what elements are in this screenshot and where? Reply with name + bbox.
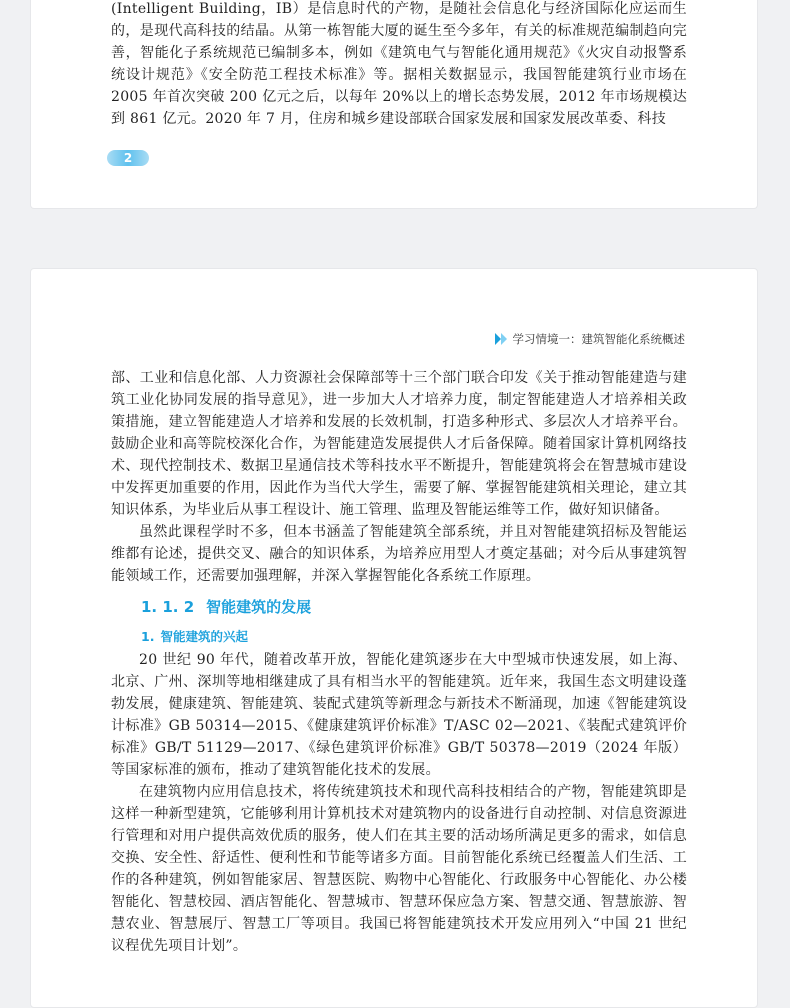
running-header — [495, 331, 686, 347]
page-bottom — [30, 268, 758, 1008]
page-bottom-text — [111, 367, 687, 957]
subsection-title: 智能建筑的兴起 — [160, 629, 248, 644]
running-header-title: 学习情境一：建筑智能化系统概述 — [512, 332, 685, 346]
section-title: 智能建筑的发展 — [206, 598, 312, 616]
paragraph-continued: 部、工业和信息化部、人力资源社会保障部等十三个部门联合印发《关于推动智能建造与建筑工业化协同发展的指导意见》，进一步加大人才培养力度，制定智能建造人才培养相关政策措施，建立智能建造人才培养和发展的长效机制，打造多种形式、多层次人才培养平台。鼓励企业和高等院校深化合作，为智能建造发展提供人才后备保障。随着国家计算机网络技术、现代控制技术、数据卫星通信技术等科技水平不断提升，智能建筑将会在智慧城市建设中发挥更加重要的作用，因此作为当代大学生，需要了解、掌握智能建筑相关理论，建立其知识体系，为毕业后从事工程设计、施工管理、监理及智能运维等工作，做好知识储备。 — [111, 370, 687, 518]
page-top — [30, 0, 758, 209]
page-top-text — [111, 0, 687, 130]
paragraph-rise: 20 世纪 90 年代，随着改革开放，智能化建筑逐步在大中型城市快速发展，如上海、北京、广州、深圳等地相继建成了具有相当水平的智能建筑。近年来，我国生态文明建设蓬勃发展，健康建筑、智能建筑、装配式建筑等新理念与新技术不断涌现，加速《智能建筑设计标准》GB 50314—2015、《健康建筑评价标准》T/ASC 02—2021、《装配式建筑评价标准》GB/T 51129—2017、《绿色建筑评价标准》GB/T 50378—2019（2024 年版）等国家标准的颁布，推动了建筑智能化技术的发展。 — [111, 652, 687, 778]
paragraph-definition: 在建筑物内应用信息技术，将传统建筑技术和现代高科技相结合的产物，智能建筑即是这样一种新型建筑，它能够利用计算机技术对建筑物内的设备进行自动控制、对信息资源进行管理和对用户提供高效优质的服务，使人们在其主要的活动场所满足更多的需求，如信息交换、安全性、舒适性、便利性和节能等诸多方面。目前智能化系统已经覆盖人们生活、工作的各种建筑，例如智能家居、智慧医院、购物中心智能化、行政服务中心智能化、办公楼智能化、智慧校园、酒店智能化、智慧城市、智慧环保应急方案、智慧交通、智慧旅游、智慧农业、智慧展厅、智慧工厂等项目。我国已将智能建筑技术开发应用列入“中国 21 世纪议程优先项目计划”。 — [111, 784, 687, 954]
subsection-number: 1. — [141, 629, 155, 644]
section-heading — [141, 596, 687, 618]
section-number: 1. 1. 2 — [141, 598, 195, 616]
page-top-paragraph: (Intelligent Building，IB）是信息时代的产物，是随社会信息化与经济国际化应运而生的，是现代高科技的结晶。从第一栋智能大厦的诞生至今多年，有关的标准规范编制趋向完善，智能化子系统规范已编制多本，例如《建筑电气与智能化通用规范》《火灾自动报警系统设计规范》《安全防范工程技术标准》等。据相关数据显示，我国智能建筑行业市场在 2005 年首次突破 200 亿元之后，以每年 20%以上的增长态势发展，2012 年市场规模达到 861 亿元。2020 年 7 月，住房和城乡建设部联合国家发展和国家发展改革委、科技 — [111, 1, 687, 127]
subsection-heading — [141, 627, 687, 647]
paragraph-course: 虽然此课程学时不多，但本书涵盖了智能建筑全部系统，并且对智能建筑招标及智能运维都有论述，提供交叉、融合的知识体系，为培养应用型人才奠定基础；对今后从事建筑智能领域工作，还需要加强理解，并深入掌握智能化各系统工作原理。 — [111, 524, 687, 584]
double-chevron-icon — [495, 333, 509, 345]
page-number-badge: 2 — [107, 150, 149, 166]
